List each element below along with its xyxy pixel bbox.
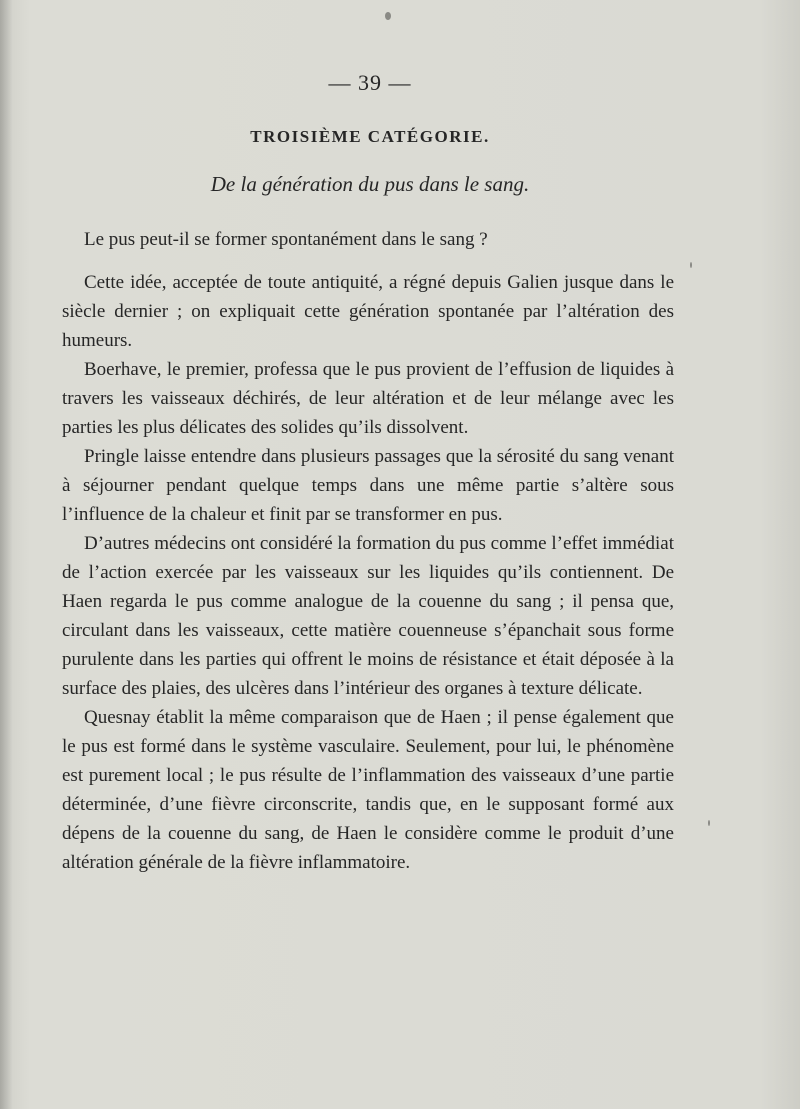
paragraph: Cette idée, acceptée de toute antiquité, a régné depuis Galien jusque dans le siècle dernier ; on expliquait cette génération spontanée par l’altération des humeurs. <box>62 272 674 351</box>
paragraph: Boerhave, le premier, professa que le pus provient de l’effusion de liquides à travers les vaisseaux déchirés, de leur altération et de leur mélange avec les parties les plus délicates des solides qu’ils dissolvent. <box>62 359 674 438</box>
body-text <box>62 225 674 877</box>
paragraph: D’autres médecins ont considéré la formation du pus comme l’effet immédiat de l’action exercée par les vaisseaux sur les liquides qu’ils contiennent. De Haen regarda le pus comme analogue de la couenne du sang ; il pensa que, circulant dans les vaisseaux, cette matière couenneuse s’épanchait sous forme purulente dans les parties qui offrent le moins de résistance et était déposée à la surface des plaies, des ulcères dans l’intérieur des organes à texture délicate. <box>62 533 674 699</box>
page-spine-shadow <box>0 0 12 1109</box>
paragraph-question: Le pus peut-il se former spontanément dans le sang ? <box>84 229 488 250</box>
paper-speck <box>385 12 391 20</box>
section-heading: TROISIÈME CATÉGORIE. <box>250 127 490 146</box>
paragraph: Quesnay établit la même comparaison que de Haen ; il pense également que le pus est formé dans le système vasculaire. Seulement, pour lui, le phénomène est purement local ; le pus résulte de l’inflammation des vaisseaux d’une partie déterminée, d’une fièvre circonscrite, tandis que, en le supposant formé aux dépens de la couenne du sang, de Haen le considère comme le produit d’une altération générale de la fièvre inflammatoire. <box>62 707 674 873</box>
paper-speck <box>708 820 710 826</box>
section-subtitle: De la génération du pus dans le sang. <box>210 172 530 196</box>
paper-speck <box>690 262 692 268</box>
page-number: — 39 — <box>328 70 412 95</box>
paragraph: Pringle laisse entendre dans plusieurs passages que la sérosité du sang venant à séjourner pendant quelque temps dans une même partie s’altère sous l’influence de la chaleur et finit par se transformer en pus. <box>62 446 674 525</box>
